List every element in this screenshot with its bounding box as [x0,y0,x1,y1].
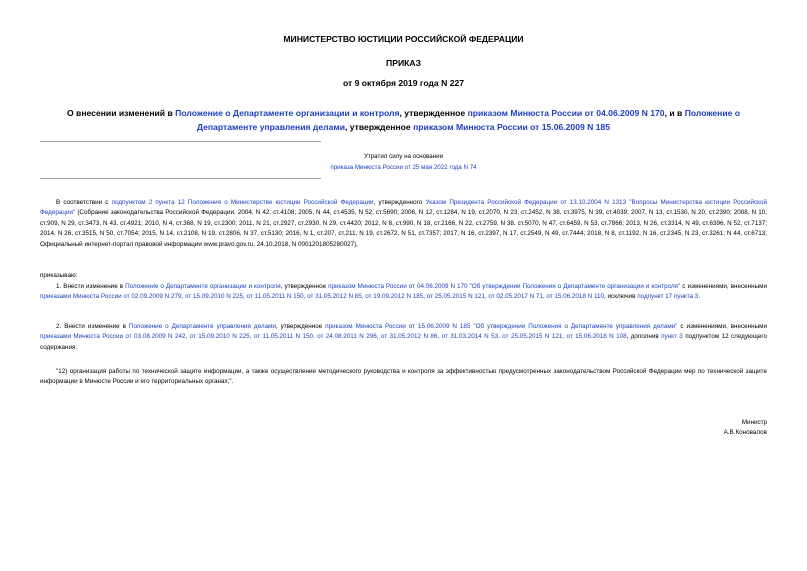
title-text-3: , и в [664,108,685,118]
item1-text-4: , исключив [604,293,638,301]
preamble-text-2: , утвержденного [373,199,426,206]
order-word: приказываю: [40,272,78,279]
signature-name: А.В.Коновалов [723,429,767,437]
item2-text-2: , утвержденное [275,323,326,330]
item1-link-amendments[interactable]: приказами Минюста России от 02.09.2009 N 279, от 15.09.2010 N 225, от 11.05.2011 N 150, от 31.05.2012 N 85, от 19.09.2012 N 185, от 25.05.2015 N 121, от 02.05.2017 N 71, от 15.06.2018 N 110 [40,293,605,301]
item-2-paragraph [40,322,767,353]
void-notice [310,151,497,173]
item1-link-subpoint[interactable]: подпункт 17 пункта 3 [637,293,699,301]
item1-text-2: , утвержденное [280,283,329,290]
signature-block [724,418,767,439]
item1-text-1: 1. Внести изменение в [56,283,126,290]
preamble-text-1: В соответствии с [56,199,112,206]
preamble-paragraph [40,198,767,250]
ministry-heading: МИНИСТЕРСТВО ЮСТИЦИИ РОССИЙСКОЙ ФЕДЕРАЦИИ [283,34,524,44]
title-text-1: О внесении изменений в [66,108,176,118]
title-link-dept-affairs[interactable]: Положение о Департаменте управления делами [196,108,741,132]
signature-role: Министр [741,419,767,426]
item2-link-order-185[interactable]: приказом Минюста России от 15.06.2009 N 185 "Об утверждении Положения о Департаменте управления делами" [325,323,678,330]
title-link-order-185[interactable]: приказом Минюста России от 15.06.2009 N 185 [413,122,611,132]
item1-link-order-170[interactable]: приказом Минюста России от 04.06.2009 N 170 "Об утверждении Положения о Департаменте организации и контроля" [328,283,681,290]
document-title [40,106,767,134]
new-subpoint-quote: "12) организация работы по технической защите информации, а также осуществление методического руководства и контроля за эффективностью предусмотренных законодательством Российской Федерации мер по технической защите информации в Минюсте России и его территориальных органах;". [40,368,767,386]
item2-text-5: подпунктом 12 следующего содержания: [40,333,767,351]
preamble-text-3: (Собрание законодательства Российской Федерации, 2004, N 42, ст.4108; 2005, N 44, ст.4535, N 52, ст.5690; 2006, N 12, ст.1284, N 19, ст.2070, N 23, ст.2452, N 38, ст.3975, N 39, ст.4039; 2007, N 13, ст.1530, N 20, ст.2390; 2008, N 10, ст.909, N 29, ст.3473, N 43, ст.4921; 2010, N 4, ст.368, N 19, ст.2300; 2011, N 21, ст.2927, ст.2930, N 29, ст.4420; 2012, N 8, ст.990, N 18, ст.2166, N 22, ст.2759, N 38, ст.5070, N 47, ст.6459, N 53, ст.7866; 2013, N 26, ст.3314, N 49, ст.6396, N 52, ст.7137; 2014, N 26, ст.3515, N 50, ст.7054; 2015, N 14, ст.2108, N 19, ст.2806, N 37, ст.5130; 2016, N 1, ст.207, ст.211, N 19, ст.2672, N 51, ст.7357; 2017, N 16, ст.2397, N 17, ст.2549, N 49, ст.7444; 2018, N 8, ст.1192, N 16, ст.2345, N 23, ст.3261; N 44, ст.6713; Официальный интернет-портал правовой информации www.pravo.gov.ru, 24.10.2018, N 0001201805280027), [40,209,767,248]
preamble-link-decree[interactable]: Указом Президента Российской Федерации от 13.10.2004 N 1313 "Вопросы Министерства юстиции Российской Федерации" [40,199,767,217]
item2-text-4: , дополнив [626,333,662,341]
item2-text-1: 2. Внести изменение в [56,323,129,330]
title-link-order-170[interactable]: приказом Минюста России от 04.06.2009 N 170 [467,108,665,118]
divider-bottom [40,178,321,179]
title-text-4: , утвержденное [345,122,414,132]
title-link-dept-org-control[interactable]: Положение о Департаменте организации и контроля [175,108,400,118]
preamble-link-regulation[interactable]: подпунктом 2 пункта 12 Положения о Министерстве юстиции Российской Федерации [111,199,374,206]
item1-text-3: с изменениями, внесенными [680,283,767,290]
item1-text-5: . [698,293,701,301]
item2-text-3: с изменениями, внесенными [677,323,767,330]
void-notice-link[interactable]: приказа Минюста России от 25 мая 2022 года N 74 [330,164,477,171]
document-type-heading: ПРИКАЗ [386,58,421,68]
void-notice-text: Утратил силу на основании [363,153,444,160]
title-text-2: , утвержденное [399,108,468,118]
item2-link-regulation[interactable]: Положение о Департаменте управления делами [128,323,276,330]
divider-top [40,141,321,142]
item2-link-amendments[interactable]: приказами Минюста России от 03.08.2009 N 242, от 15.09.2010 N 225, от 11.05.2011 N 150, от 24.08.2011 N 296, от 31.05.2012 N 86, от 31.03.2014 N 53, от 25.05.2015 N 121, от 15.06.2018 N 108 [40,333,627,341]
item-1-paragraph [40,282,767,303]
item1-link-regulation[interactable]: Положение о Департаменте организации и контроля [125,283,281,290]
item2-link-point-3[interactable]: пункт 3 [661,333,683,341]
document-date-number: от 9 октября 2019 года N 227 [342,78,465,88]
